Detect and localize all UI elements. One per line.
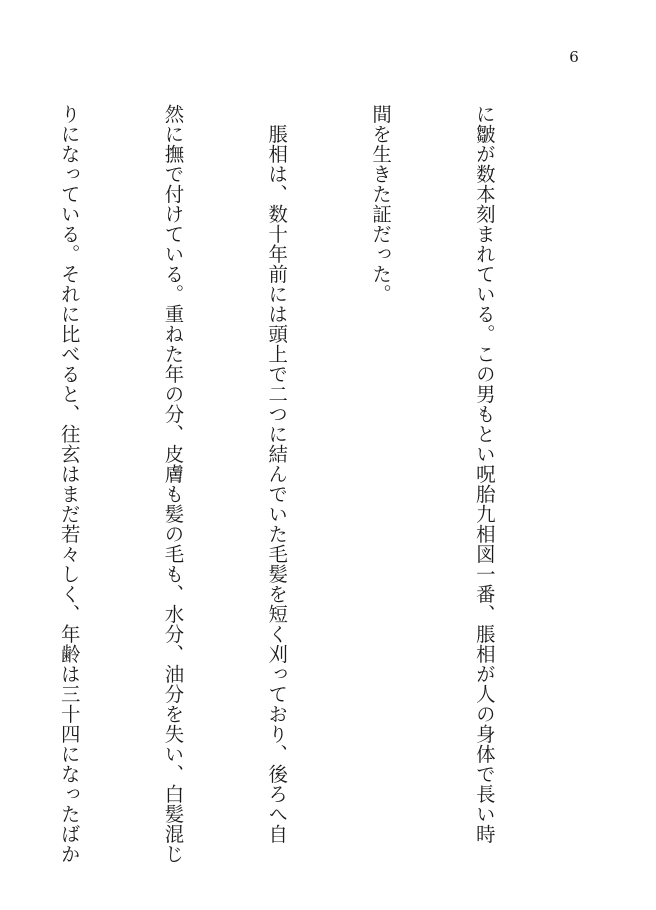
text-line: 然に撫で付けている。重ねた年の分、皮膚も髪の毛も、水分、油分を失い、白髪混じ <box>161 104 185 864</box>
text-line: 間を生きた証だった。 <box>369 104 393 304</box>
text-line: 脹相は、数十年前には頭上で二つに結んでいた毛髪を短く刈っており、後ろへ自 <box>265 104 289 844</box>
text-line: りになっている。それに比べると、往玄はまだ若々しく、年齢は三十四になったばか <box>57 104 81 864</box>
page-number: 6 <box>569 48 579 66</box>
text-line: に皺が数本刻まれている。この男もとい呪胎九相図一番、脹相が人の身体で長い時 <box>472 104 496 844</box>
body-text <box>0 104 570 864</box>
